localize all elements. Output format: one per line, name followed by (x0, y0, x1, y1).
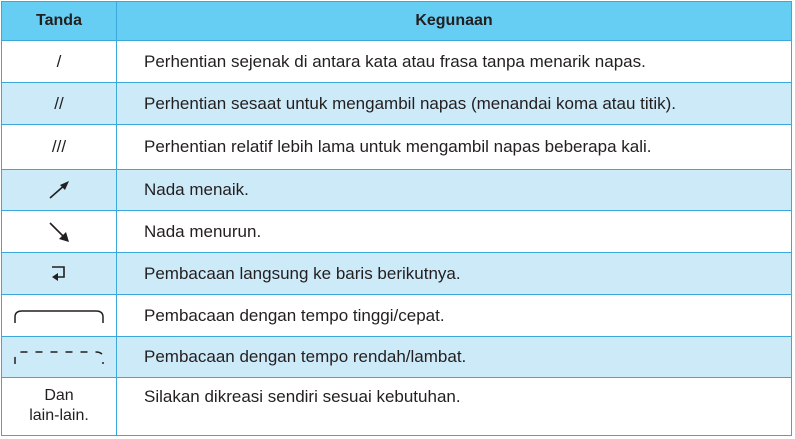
mark-cell (2, 83, 117, 124)
table-header-row (2, 2, 791, 41)
table-row (2, 253, 791, 295)
usage-cell: Pembacaan dengan tempo rendah/lambat. (144, 347, 467, 366)
usage-cell: Perhentian relatif lebih lama untuk mengambil napas beberapa kali. (144, 137, 652, 156)
other-marks-line2: lain-lain. (29, 407, 89, 424)
header-tanda: Tanda (2, 2, 117, 40)
mark-cell (2, 41, 117, 82)
double-slash-mark: // (54, 93, 64, 113)
solid-bracket-icon (12, 307, 106, 325)
table-row (2, 41, 791, 83)
triple-slash-mark: /// (51, 137, 67, 156)
mark-cell (2, 170, 117, 210)
arrow-up-right-icon (47, 180, 71, 200)
table-row (2, 83, 791, 125)
usage-cell: Nada menurun. (144, 221, 262, 241)
table-row (2, 337, 791, 378)
usage-cell: Perhentian sesaat untuk mengambil napas (menandai koma atau titik). (144, 93, 677, 113)
table-row (2, 170, 791, 211)
other-marks-line1: Dan (44, 387, 74, 404)
symbol-usage-table (1, 1, 792, 436)
usage-cell: Pembacaan dengan tempo tinggi/cepat. (144, 305, 445, 325)
mark-cell (2, 211, 117, 252)
mark-cell (2, 378, 117, 435)
table-row (2, 125, 791, 170)
usage-cell: Nada menaik. (144, 180, 249, 199)
usage-cell: Silakan dikreasi sendiri sesuai kebutuhan. (144, 387, 461, 406)
arrow-down-right-icon (47, 220, 71, 244)
return-arrow-icon (48, 264, 70, 284)
mark-cell (2, 125, 117, 169)
header-kegunaan: Kegunaan (415, 12, 493, 29)
usage-cell: Perhentian sejenak di antara kata atau frasa tanpa menarik napas. (144, 51, 646, 71)
dashed-bracket-icon (12, 348, 106, 366)
other-marks-label (29, 386, 89, 426)
table-row (2, 211, 791, 253)
mark-cell (2, 253, 117, 294)
single-slash-mark: / (56, 51, 62, 71)
mark-cell (2, 295, 117, 336)
usage-cell: Pembacaan langsung ke baris berikutnya. (144, 263, 461, 283)
table-row (2, 378, 791, 435)
table-row (2, 295, 791, 337)
mark-cell (2, 337, 117, 377)
